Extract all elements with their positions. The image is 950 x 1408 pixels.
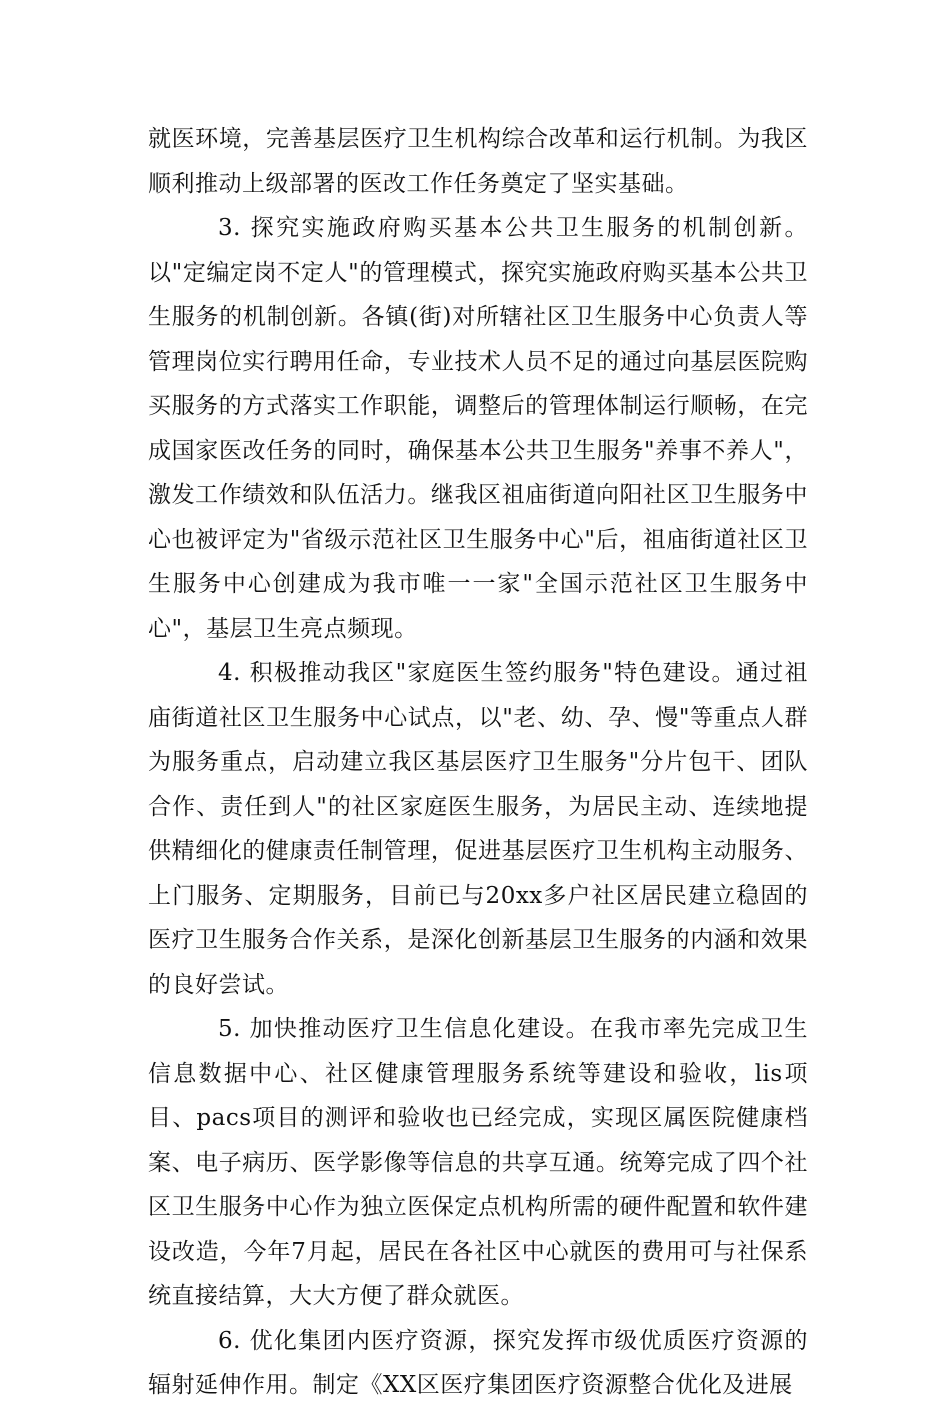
paragraph-item-6: 6. 优化集团内医疗资源，探究发挥市级优质医疗资源的辐射延伸作用。制定《XX区医疗集团医疗资源整合优化及进展 [148, 1327, 808, 1398]
document-body [148, 117, 808, 1408]
paragraph-item-5: 5. 加快推动医疗卫生信息化建设。在我市率先完成卫生信息数据中心、社区健康管理服务系统等建设和验收，lis项目、pacs项目的测评和验收也已经完成，实现区属医院健康档案、电子病历、医学影像等信息的共享互通。统筹完成了四个社区卫生服务中心作为独立医保定点机构所需的硬件配置和软件建设改造，今年7月起，居民在各社区中心就医的费用可与社保系统直接结算，大大方便了群众就医。 [148, 1016, 808, 1309]
paragraph-item-3: 3. 探究实施政府购买基本公共卫生服务的机制创新。以"定编定岗不定人"的管理模式，探究实施政府购买基本公共卫生服务的机制创新。各镇(街)对所辖社区卫生服务中心负责人等管理岗位实行聘用任命，专业技术人员不足的通过向基层医院购买服务的方式落实工作职能，调整后的管理体制运行顺畅，在完成国家医改任务的同时，确保基本公共卫生服务"养事不养人"，激发工作绩效和队伍活力。继我区祖庙街道向阳社区卫生服务中心也被评定为"省级示范社区卫生服务中心"后，祖庙街道社区卫生服务中心创建成为我市唯一一家"全国示范社区卫生服务中心"，基层卫生亮点频现。 [148, 215, 808, 642]
paragraph-item-4: 4. 积极推动我区"家庭医生签约服务"特色建设。通过祖庙街道社区卫生服务中心试点，以"老、幼、孕、慢"等重点人群为服务重点，启动建立我区基层医疗卫生服务"分片包干、团队合作、责任到人"的社区家庭医生服务，为居民主动、连续地提供精细化的健康责任制管理，促进基层医疗卫生机构主动服务、上门服务、定期服务，目前已与20xx多户社区居民建立稳固的医疗卫生服务合作关系，是深化创新基层卫生服务的内涵和效果的良好尝试。 [148, 660, 808, 998]
paragraph-continuation: 就医环境，完善基层医疗卫生机构综合改革和运行机制。为我区顺利推动上级部署的医改工作任务奠定了坚实基础。 [148, 126, 808, 197]
